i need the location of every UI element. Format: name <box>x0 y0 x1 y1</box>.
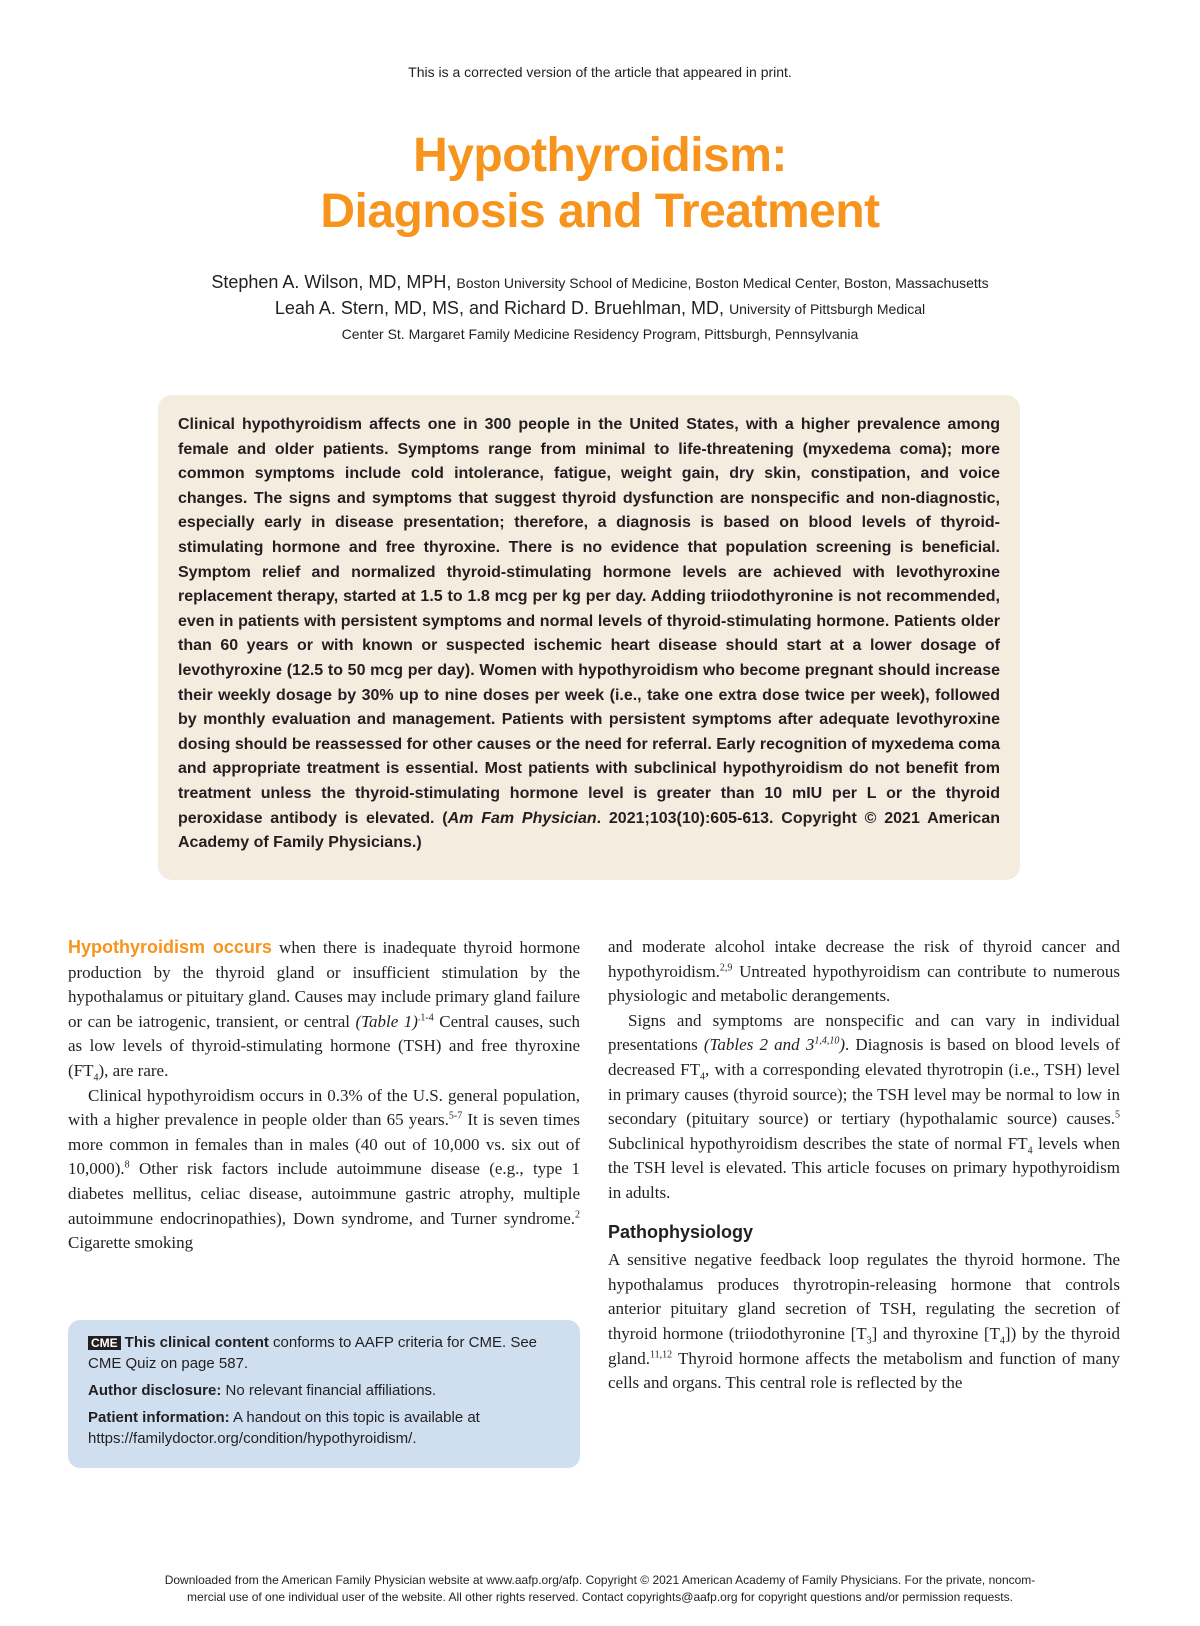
citation-details: . 2021;103(10):605-613. Copyright © 2021 American Academy of Family Physicians.) <box>178 809 1000 852</box>
signs-paragraph <box>608 1009 1120 1206</box>
patient-info-text[interactable]: A handout on this topic is available at https://familydoctor.org/condition/hypothyroidism/. <box>88 1409 480 1447</box>
cme-badge: CME <box>88 1336 121 1350</box>
text-run: Untreated hypothyroidism can contribute to numerous physiologic and metabolic derangements. <box>608 961 1120 1006</box>
text-run: Clinical hypothyroidism occurs in 0.3% of the U.S. general population, with a higher prevalence in people older than 65 years. <box>68 1085 580 1130</box>
risk-paragraph-cont <box>608 935 1120 1009</box>
title-line-2: Diagnosis and Treatment <box>320 185 880 238</box>
title-line-1: Hypothyroidism: <box>413 129 787 182</box>
ref-sup: 2,9 <box>719 961 733 973</box>
tables-link[interactable] <box>704 1035 845 1054</box>
text-run: . Diagnosis is based on blood levels of decreased FT <box>608 1035 1120 1079</box>
text-run: when there is inadequate thyroid hormone production by the thyroid gland or insufficient stimulation by the hypothalamus or pituitary gland. Causes may include primary gland failure or can be iatrogenic, transient, or central <box>68 938 580 1031</box>
footer-line-1: Downloaded from the American Family Physician website at www.aafp.org/afp. Copyright © 2021 American Academy of Family Physicians. For the private, noncom- <box>164 1573 1036 1587</box>
text-run: ] and thyroxine [T <box>871 1323 1000 1343</box>
citation-journal: Am Fam Physician <box>447 809 597 827</box>
correction-note: This is a corrected version of the article that appeared in print. <box>408 64 792 80</box>
text-run: , with a corresponding elevated thyrotropin (i.e., TSH) level in primary causes (thyroid source); the TSH level may be normal to low in secondary (pituitary source) or tertiary (hypothalamic source) causes. <box>608 1059 1121 1129</box>
disclosure-text: No relevant financial affiliations. <box>221 1382 437 1399</box>
footer-line-2: mercial use of one individual user of the website. All other rights reserved. Contact copyrights@aafp.org for copyright questions and/or permission requests. <box>187 1590 1013 1604</box>
author-2-affiliation-cont: Center St. Margaret Family Medicine Residency Program, Pittsburgh, Pennsylvania <box>341 326 859 342</box>
text-run: A sensitive negative feedback loop regulates the thyroid hormone. The hypothalamus produces thyrotropin-releasing hormone that controls anterior pituitary gland secretion of TSH, regulating the secretion of thyroid hormone (triiodothyronine [T <box>608 1250 1120 1343</box>
text-run: and moderate alcohol intake decrease the risk of thyroid cancer and hypothyroidism. <box>608 937 1120 981</box>
text-run: ]) by the thyroid gland. <box>608 1323 1121 1368</box>
table-1-link[interactable]: (Table 1) <box>355 1011 418 1031</box>
cme-label: This clinical content <box>124 1334 269 1351</box>
author-1-affiliation: Boston University School of Medicine, Boston Medical Center, Boston, Massachusetts <box>456 275 989 291</box>
abstract-text <box>178 413 1000 856</box>
text-run: Other risk factors include autoimmune disease (e.g., type 1 diabetes mellitus, celiac disease, autoimmune gastric atrophy, multiple autoimmune endocrinopathies), Down syndrome, and Turner syndrome. <box>68 1159 580 1228</box>
pathophysiology-paragraph <box>608 1248 1120 1396</box>
author-2-names: Leah A. Stern, MD, MS, and Richard D. Bruehlman, MD, <box>274 298 725 318</box>
text-run: Signs and symptoms are nonspecific and can vary in individual presentations <box>608 1010 1120 1055</box>
cme-row <box>88 1332 560 1374</box>
ref-sup: 11,12 <box>650 1348 673 1360</box>
right-column <box>608 935 1120 1396</box>
ref-sup: .1-4 <box>417 1012 434 1024</box>
text-run: levels when the TSH level is elevated. This article focuses on primary hypothyroidism in adults. <box>608 1133 1120 1202</box>
subscript: 4 <box>93 1072 99 1084</box>
ref-sup: 5-7 <box>448 1110 463 1122</box>
subscript: 4 <box>700 1071 706 1083</box>
text-run: Subclinical hypothyroidism describes the state of normal FT <box>608 1133 1028 1153</box>
text-run: ), are rare. <box>98 1060 169 1080</box>
text-run: Cigarette smoking <box>68 1233 194 1253</box>
subscript: 4 <box>1027 1145 1033 1157</box>
author-2-affiliation: University of Pittsburgh Medical <box>729 301 926 317</box>
ref-sup: 5 <box>1115 1109 1120 1121</box>
subscript: 3 <box>866 1335 872 1347</box>
abstract-body: Clinical hypothyroidism affects one in 300 people in the United States, with a higher prevalence among female and older patients. Symptoms range from minimal to life-threatening (myxedema coma); more common symptoms include cold intolerance, fatigue, weight gain, dry skin, constipation, and voice changes. The signs and symptoms that suggest thyroid dysfunction are nonspecific and non-diagnostic, especially early in disease presentation; therefore, a diagnosis is based on blood levels of thyroid-stimulating hormone and free thyroxine. There is no evidence that population screening is beneficial. Symptom relief and normalized thyroid-stimulating hormone levels are achieved with levothyroxine replacement therapy, started at 1.5 to 1.8 mcg per kg per day. Adding triiodothyronine is not recommended, even in patients with persistent symptoms and normal levels of thyroid-stimulating hormone. Patients older than 60 years or with known or suspected ischemic heart disease should start at a lower dosage of levothyroxine (12.5 to 50 mcg per day). Women with hypothyroidism who become pregnant should increase their weekly dosage by 30% up to nine doses per week (i.e., take one extra dose twice per week), followed by monthly evaluation and management. Patients with persistent symptoms after adequate levothyroxine dosing should be reassessed for other causes or the need for referral. Early recognition of myxedema coma and appropriate treatment is essential. Most patients with subclinical hypothyroidism do not benefit from treatment unless the thyroid-stimulating hormone level is greater than 10 mIU per L or the thyroid peroxidase antibody is elevated. ( <box>178 416 1000 827</box>
text-run: ) <box>839 1035 845 1055</box>
patient-info-label: Patient information: <box>88 1409 230 1426</box>
prevalence-paragraph <box>68 1084 580 1256</box>
author-1-name: Stephen A. Wilson, MD, MPH, <box>211 272 452 292</box>
abstract-box <box>158 395 1020 880</box>
ref-sup: 8 <box>124 1159 130 1171</box>
disclosure-row <box>88 1380 560 1401</box>
cme-text: conforms to AAFP criteria for CME. See CME Quiz on page 587. <box>88 1334 538 1372</box>
disclosure-label: Author disclosure: <box>88 1382 222 1399</box>
author-block <box>60 270 1140 347</box>
patient-info-row <box>88 1407 560 1449</box>
cme-info-box <box>68 1320 580 1468</box>
text-run: Thyroid hormone affects the metabolism and function of many cells and organs. This central role is reflected by the <box>608 1348 1120 1393</box>
section-heading-pathophysiology: Pathophysiology <box>608 1221 754 1242</box>
page-footer <box>40 1572 1160 1606</box>
left-column <box>68 935 580 1256</box>
subscript: 4 <box>999 1335 1005 1347</box>
text-run: It is seven times more common in females than in males (40 out of 10,000 vs. six out of 10,000). <box>68 1110 580 1179</box>
text-run: (Tables 2 and 3 <box>703 1035 815 1055</box>
lead-in: Hypothyroidism occurs <box>68 937 272 957</box>
ref-sup: 2 <box>575 1208 580 1220</box>
article-title <box>0 128 1200 240</box>
text-run: Central causes, such as low levels of thyroid-stimulating hormone (TSH) and free thyroxine (FT <box>68 1011 580 1080</box>
intro-paragraph <box>68 935 580 1084</box>
ref-sup: 1,4,10 <box>814 1035 840 1047</box>
